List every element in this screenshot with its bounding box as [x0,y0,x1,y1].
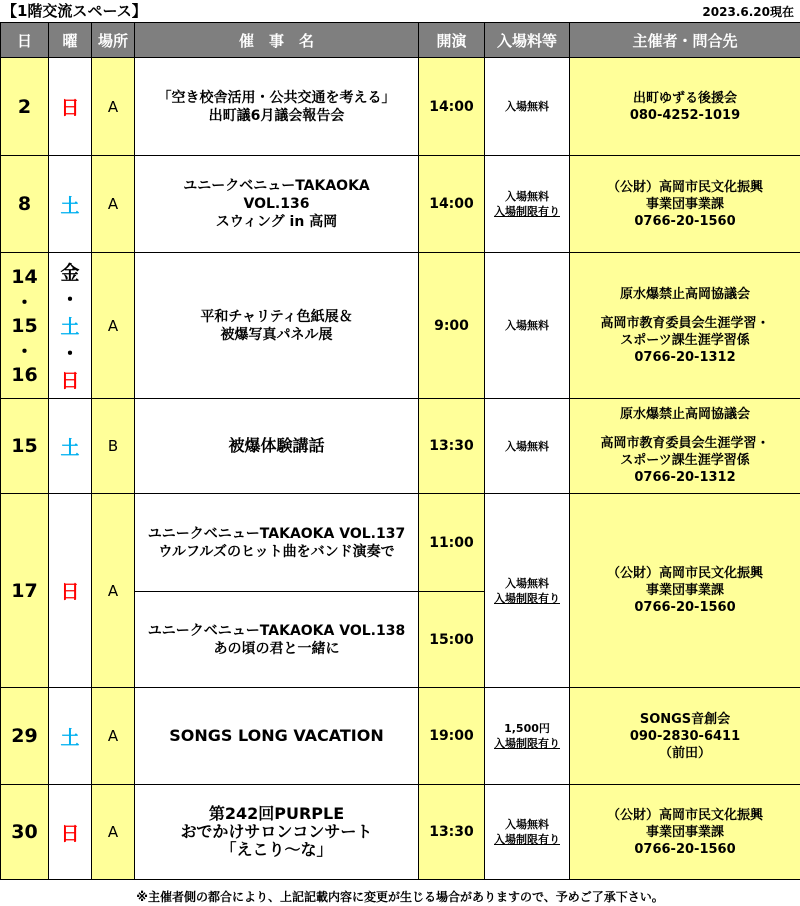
dow-cell: 土 [49,399,92,494]
date-line: ・ [14,291,34,314]
fee-cell [485,785,570,880]
fee-line: 1,500円 [504,722,550,735]
date-line: ・ [14,340,34,363]
event-line: 出町議6月議会報告会 [208,107,345,124]
page-title: 【1階交流スペース】 [2,2,147,20]
fee-line: 入場無料 [505,576,549,590]
event-line: SONGS LONG VACATION [169,726,384,745]
event-line: 第242回PURPLE [208,804,345,823]
dow-cell: 日 [49,785,92,880]
organizer-line: 080-4252-1019 [629,107,741,123]
table-row [1,156,800,253]
event-line: おでかけサロンコンサート [180,822,373,841]
header-fee: 入場料等 [485,23,570,58]
date-cell [1,253,49,399]
venue-cell: A [92,688,135,785]
organizer-cell [570,58,800,156]
dow-line: ・ [60,289,80,311]
organizer-line: 原水爆禁止高岡協議会 [619,286,750,302]
dow-cell: 日 [49,494,92,688]
fee-cell [485,58,570,156]
header-time: 開演 [419,23,485,58]
organizer-line: 0766-20-1312 [634,349,736,365]
fee-cell [485,156,570,253]
time-cell: 19:00 [419,688,485,785]
organizer-line: 0766-20-1560 [634,213,736,229]
footnote: ※主催者側の都合により、上記記載内容に変更が生じる場合がありますので、予めご了承下さい。 [136,890,664,904]
event-line: 平和チャリティ色紙展＆ [200,308,353,325]
date-cell: 30 [1,785,49,880]
fee-cell [485,688,570,785]
date-line: 16 [11,363,38,386]
venue-cell: A [92,156,135,253]
event-line: ユニークベニューTAKAOKA [183,178,370,194]
organizer-line: 高岡市教育委員会生涯学習・ [600,315,770,331]
time-cell: 15:00 [419,592,485,688]
fee-line: 入場無料 [505,100,549,113]
event-cell [135,156,419,253]
organizer-line: （公財）高岡市民文化振興 [606,179,763,195]
dow-line: 日 [60,370,80,392]
organizer-gap [570,303,800,315]
dow-cell: 日 [49,58,92,156]
table-row [1,688,800,785]
venue-cell: A [92,785,135,880]
venue-cell: A [92,58,135,156]
event-line: ユニークベニューTAKAOKA VOL.137 [147,525,406,542]
event-cell [135,253,419,399]
organizer-cell [570,399,800,494]
organizer-line: スポーツ課生涯学習係 [620,453,750,468]
fee-line: 入場制限有り [494,737,560,750]
fee-line: 入場制限有り [494,591,560,605]
event-line: あの頃の君と一緒に [213,640,340,657]
organizer-line: （公財）高岡市民文化振興 [606,807,763,823]
table-row [1,58,800,156]
event-cell [135,399,419,494]
event-line: 被爆写真パネル展 [220,326,333,343]
dow-cell [49,253,92,399]
date-cell: 8 [1,156,49,253]
event-cell [135,592,419,688]
date-cell: 29 [1,688,49,785]
event-line: スウィング in 高岡 [215,214,338,230]
event-cell [135,785,419,880]
organizer-cell [570,156,800,253]
event-line: VOL.136 [243,196,310,212]
date-cell: 17 [1,494,49,688]
table-row [1,253,800,399]
fee-line: 入場無料 [505,818,549,831]
as-of-date: 2023.6.20現在 [702,5,794,19]
fee-line: 入場制限有り [494,833,560,846]
organizer-cell [570,253,800,399]
venue-cell: B [92,399,135,494]
organizer-line: 高岡市教育委員会生涯学習・ [600,436,770,451]
table-row [1,399,800,494]
header-event: 催 事 名 [135,23,419,58]
event-cell [135,58,419,156]
table-row [1,785,800,880]
organizer-cell [570,785,800,880]
time-cell: 13:30 [419,399,485,494]
event-cell [135,494,419,592]
organizer-line: 0766-20-1560 [634,600,736,615]
organizer-cell [570,688,800,785]
header-organizer: 主催者・問合先 [570,23,800,58]
time-cell: 14:00 [419,58,485,156]
venue-cell: A [92,253,135,399]
time-cell: 9:00 [419,253,485,399]
organizer-line: 090-2830-6411 [629,728,741,744]
organizer-line: 出町ゆずる後援会 [632,90,737,106]
organizer-line: 0766-20-1312 [634,470,736,485]
time-cell: 13:30 [419,785,485,880]
event-line: 「空き校舎活用・公共交通を考える」 [157,89,396,106]
header-row [1,23,800,58]
date-cell: 2 [1,58,49,156]
dow-cell: 土 [49,688,92,785]
fee-line: 入場無料 [505,439,549,453]
organizer-line: 原水爆禁止高岡協議会 [619,407,750,422]
event-line: 「えこり～な」 [220,840,333,859]
organizer-line: 事業団事業課 [645,824,724,840]
organizer-line: SONGS音創会 [639,711,731,727]
fee-cell [485,399,570,494]
date-cell: 15 [1,399,49,494]
fee-line: 入場制限有り [494,205,560,218]
organizer-line: 事業団事業課 [645,196,724,212]
event-line: 被爆体験講話 [228,436,325,455]
event-line: ユニークベニューTAKAOKA VOL.138 [147,622,406,639]
dow-line: 土 [60,316,80,338]
dow-cell: 土 [49,156,92,253]
schedule-table [0,22,800,880]
time-cell: 11:00 [419,494,485,592]
organizer-cell [570,494,800,688]
organizer-line: スポーツ課生涯学習係 [620,332,750,348]
date-line: 15 [11,314,38,337]
event-cell [135,688,419,785]
fee-line: 入場無料 [505,319,549,332]
organizer-line: （公財）高岡市民文化振興 [606,566,763,581]
header-venue: 場所 [92,23,135,58]
dow-line: 金 [60,262,80,284]
organizer-line: 0766-20-1560 [634,841,736,857]
header-dow: 曜 [49,23,92,58]
event-line: ウルフルズのヒット曲をバンド演奏で [158,543,395,560]
organizer-line: （前田） [658,745,711,761]
fee-cell [485,253,570,399]
organizer-line: 事業団事業課 [645,583,724,598]
header-date: 日 [1,23,49,58]
table-row [1,494,800,592]
dow-line: ・ [60,343,80,365]
organizer-gap [570,423,800,435]
time-cell: 14:00 [419,156,485,253]
date-line: 14 [11,265,38,288]
venue-cell: A [92,494,135,688]
fee-cell [485,494,570,688]
fee-line: 入場無料 [505,190,549,203]
